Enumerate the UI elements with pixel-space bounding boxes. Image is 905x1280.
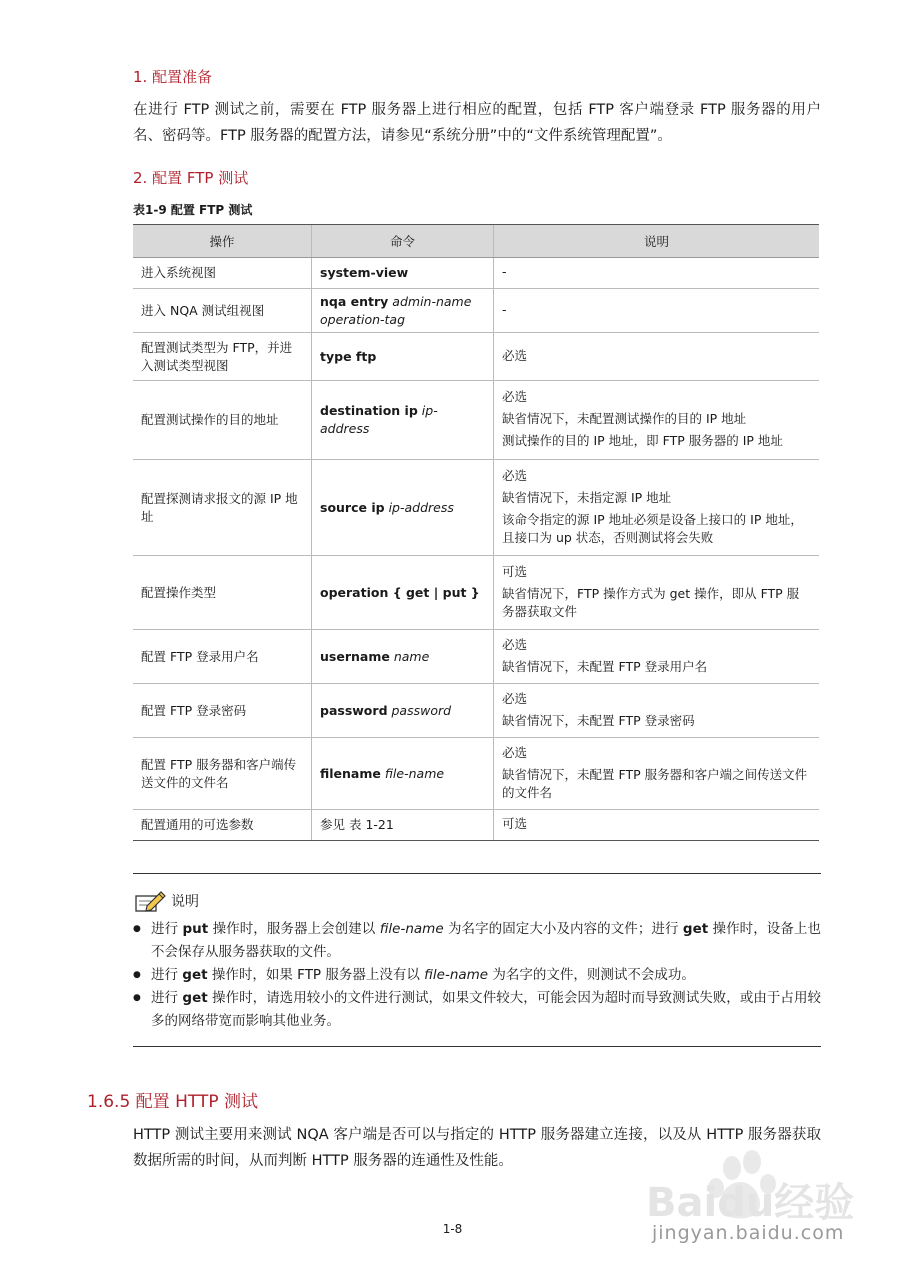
cell-operation: 配置操作类型 <box>133 556 312 630</box>
cell-command: type ftp <box>312 333 494 381</box>
note-title: 说明 <box>171 894 199 910</box>
baidu-watermark-logo <box>640 1150 890 1265</box>
table-header-row <box>133 225 819 258</box>
paragraph-http-test: HTTP 测试主要用来测试 NQA 客户端是否可以与指定的 HTTP 服务器建立连接，以及从 HTTP 服务器获取数据所需的时间，从而判断 HTTP 服务器的连通性及性能。 <box>133 1127 821 1169</box>
heading-http-test: 1.6.5 配置 HTTP 测试 <box>87 1092 258 1112</box>
cell-description: 必选 缺省情况下，未配置 FTP 服务器和客户端之间传送文件的文件名 <box>494 738 820 810</box>
cell-description: - <box>494 258 820 289</box>
cell-description: 可选 <box>494 810 820 841</box>
note-list <box>133 918 821 1033</box>
note-header <box>133 888 199 914</box>
cell-operation: 配置测试类型为 FTP，并进入测试类型视图 <box>133 333 312 381</box>
table-row <box>133 684 819 738</box>
cell-description: 必选 缺省情况下，未配置测试操作的目的 IP 地址 测试操作的目的 IP 地址，即 FTP 服务器的 IP 地址 <box>494 381 820 460</box>
cell-operation: 配置测试操作的目的地址 <box>133 381 312 460</box>
cell-operation: 配置探测请求报文的源 IP 地址 <box>133 460 312 556</box>
watermark-brand: Baidu经验 <box>646 1180 855 1226</box>
header-command: 命令 <box>312 225 494 258</box>
cell-operation: 配置通用的可选参数 <box>133 810 312 841</box>
cell-description: 可选 缺省情况下，FTP 操作方式为 get 操作，即从 FTP 服务器获取文件 <box>494 556 820 630</box>
cell-command: password password <box>312 684 494 738</box>
header-description: 说明 <box>494 225 820 258</box>
cell-description: 必选 <box>494 333 820 381</box>
cell-command: 参见 表 1-21 <box>312 810 494 841</box>
note-item-1: ● 进行 put 操作时，服务器上会创建以 file-name 为名字的固定大小及内容的文件；进行 get 操作时，设备上也不会保存从服务器获取的文件。 <box>133 918 821 964</box>
cell-command: destination ip ip-address <box>312 381 494 460</box>
note-item-3: ● 进行 get 操作时，请选用较小的文件进行测试，如果文件较大，可能会因为超时而导致测试失败，或由于占用较多的网络带宽而影响其他业务。 <box>133 987 821 1033</box>
table-caption: 表1-9 配置 FTP 测试 <box>133 203 253 217</box>
table-row <box>133 381 819 460</box>
cell-command: username name <box>312 630 494 684</box>
cell-operation: 配置 FTP 登录用户名 <box>133 630 312 684</box>
table-row <box>133 333 819 381</box>
watermark-url: jingyan.baidu.com <box>652 1222 845 1244</box>
cell-operation: 进入系统视图 <box>133 258 312 289</box>
table-row <box>133 810 819 841</box>
cell-operation: 配置 FTP 登录密码 <box>133 684 312 738</box>
page-number: 1-8 <box>442 1222 463 1236</box>
cell-command: filename file-name <box>312 738 494 810</box>
cell-command: operation { get | put } <box>312 556 494 630</box>
table-row <box>133 556 819 630</box>
table-row <box>133 738 819 810</box>
ftp-config-table <box>133 224 819 841</box>
note-box <box>133 873 821 1047</box>
cell-command: source ip ip-address <box>312 460 494 556</box>
cell-description: 必选 缺省情况下，未配置 FTP 登录用户名 <box>494 630 820 684</box>
cell-operation: 进入 NQA 测试组视图 <box>133 289 312 333</box>
cell-command: system-view <box>312 258 494 289</box>
table-row <box>133 460 819 556</box>
cell-operation: 配置 FTP 服务器和客户端传送文件的文件名 <box>133 738 312 810</box>
paragraph-config-prep: 在进行 FTP 测试之前，需要在 FTP 服务器上进行相应的配置，包括 FTP 客户端登录 FTP 服务器的用户名、密码等。FTP 服务器的配置方法，请参见“系统分册”中的“文件系统管理配置”。 <box>133 102 821 144</box>
table-row <box>133 258 819 289</box>
table-row <box>133 630 819 684</box>
heading-config-ftp: 2. 配置 FTP 测试 <box>133 169 249 187</box>
heading-config-prep: 1. 配置准备 <box>133 68 213 86</box>
cell-command: nqa entry admin-name operation-tag <box>312 289 494 333</box>
cell-description: 必选 缺省情况下，未配置 FTP 登录密码 <box>494 684 820 738</box>
header-operation: 操作 <box>133 225 312 258</box>
cell-description: - <box>494 289 820 333</box>
note-pencil-icon <box>133 888 167 914</box>
cell-description: 必选 缺省情况下，未指定源 IP 地址 该命令指定的源 IP 地址必须是设备上接口的 IP 地址，且接口为 up 状态，否则测试将会失败 <box>494 460 820 556</box>
table-row <box>133 289 819 333</box>
note-item-2: ● 进行 get 操作时，如果 FTP 服务器上没有以 file-name 为名字的文件，则测试不会成功。 <box>133 964 821 987</box>
